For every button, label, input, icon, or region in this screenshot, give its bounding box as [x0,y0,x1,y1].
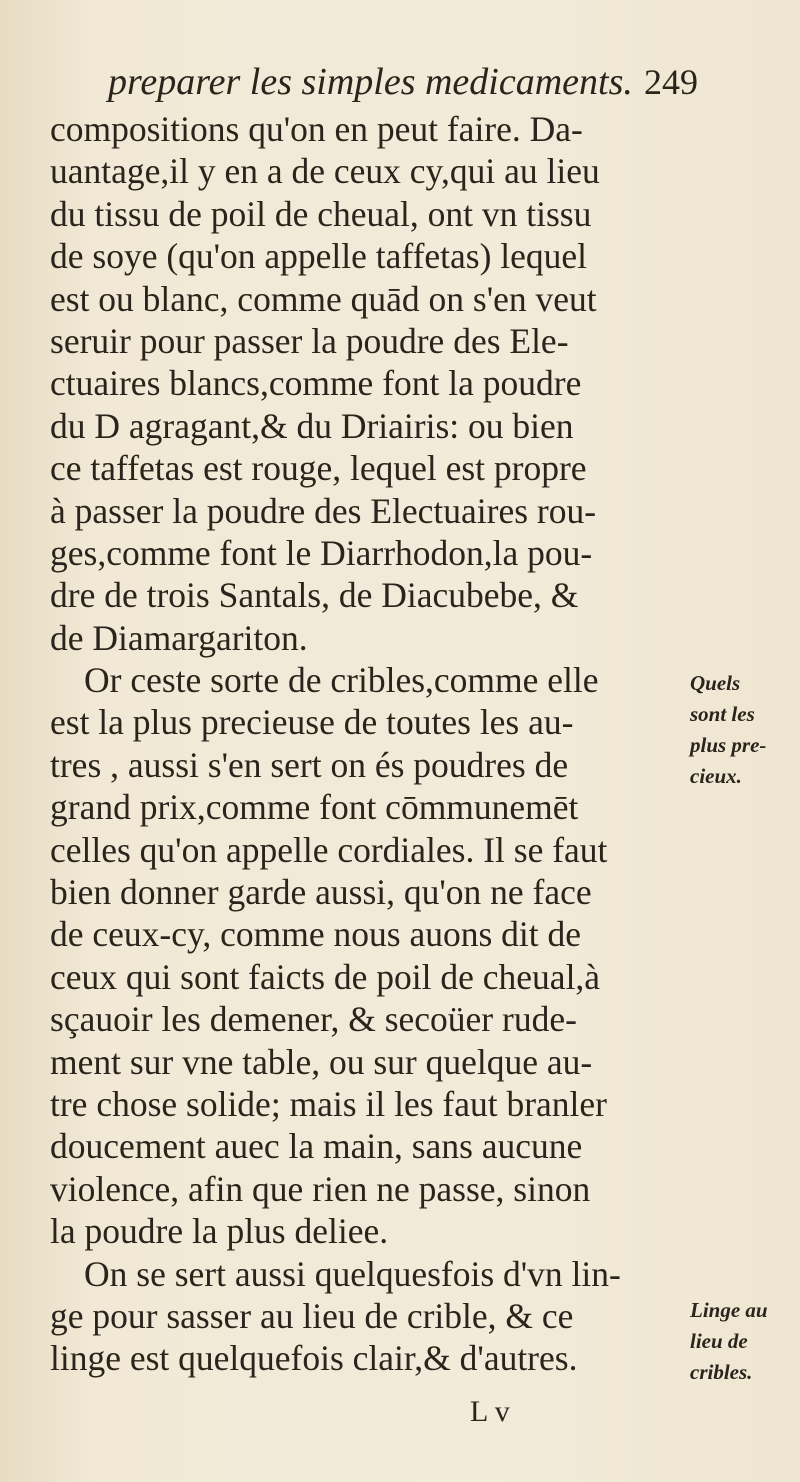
signature-mark: L v [470,1395,510,1428]
text-line: ceux qui sont faicts de poil de cheual,à [50,956,601,997]
page-number: 249 [644,62,698,102]
text-line: On se sert aussi quelquesfois d'vn lin- [84,1253,621,1294]
running-title: preparer les simples medicaments. [108,61,633,103]
text-line: est ou blanc, comme quād on s'en veut [50,278,597,319]
text-line: ge pour sasser au lieu de crible, & ce [50,1295,574,1336]
text-line: seruir pour passer la poudre des Ele- [50,320,569,361]
text-line: ctuaires blancs,comme font la poudre [50,363,582,404]
text-line: dre de trois Santals, de Diacubebe, & [50,575,579,616]
text-line: ment sur vne table, ou sur quelque au- [50,1041,593,1082]
text-line: uantage,il y en a de ceux cy,qui au lieu [50,151,600,192]
text-line: du D agragant,& du Driairis: ou bien [50,405,574,446]
text-line: à passer la poudre des Electuaires rou- [50,490,597,531]
text-line: ce taffetas est rouge, lequel est propre [50,448,587,489]
marginal-note-line: sont les [690,702,755,726]
text-line: violence, afin que rien ne passe, sinon [50,1168,591,1209]
text-line: compositions qu'on en peut faire. Da- [50,109,583,149]
text-line: tres , aussi s'en sert on és poudres de [50,744,569,785]
text-line: Or ceste sorte de cribles,comme elle [84,660,599,701]
marginal-note-linen [690,1295,798,1388]
marginal-note-line: cieux. [690,764,742,788]
text-line: celles qu'on appelle cordiales. Il se faut [50,829,608,870]
text-line: tre chose solide; mais il les faut branler [50,1083,607,1124]
text-line: grand prix,comme font cōmmunemēt [50,787,579,828]
text-line: de soye (qu'on appelle taffetas) lequel [50,236,588,277]
text-line: de ceux-cy, comme nous auons dit de [50,914,582,955]
text-line: ges,comme font le Diarrhodon,la pou- [50,532,593,573]
text-line: bien donner garde aussi, qu'on ne face [50,872,592,913]
body-text [50,108,680,1380]
marginal-note-line: Quels [690,671,741,695]
marginal-note-line: plus pre- [690,733,767,757]
text-line: de Diamargariton. [50,617,308,658]
text-line: du tissu de poil de cheual, ont vn tissu [50,193,592,234]
marginal-note-line: cribles. [690,1360,753,1384]
marginal-note-line: lieu de [690,1329,748,1353]
text-line: linge est quelquefois clair,& d'autres. [50,1338,578,1379]
page-header [108,60,698,104]
marginal-note-line: Linge au [690,1298,768,1322]
text-line: sçauoir les demener, & secoüer rude- [50,999,577,1040]
text-line: est la plus precieuse de toutes les au- [50,702,574,743]
text-line: doucement auec la main, sans aucune [50,1126,583,1167]
marginal-note-precious [690,668,798,792]
text-line: la poudre la plus deliee. [50,1211,389,1252]
